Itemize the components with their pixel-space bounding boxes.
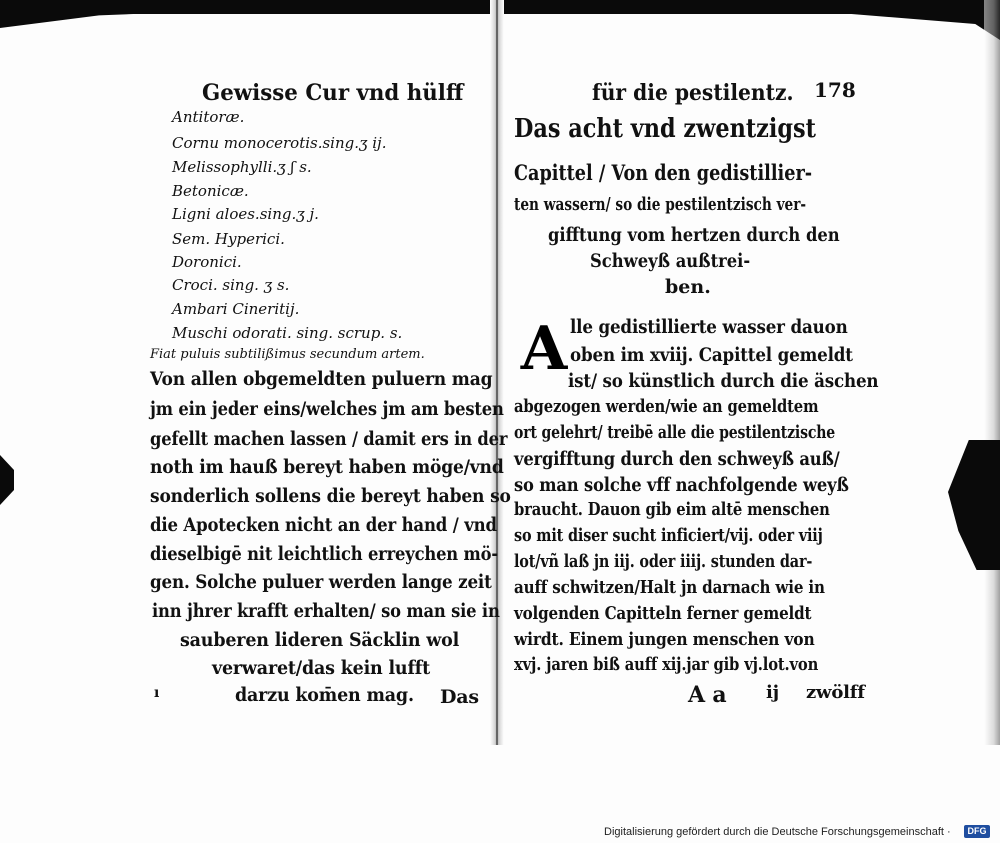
ingredient-line: Antitoræ. bbox=[172, 108, 245, 126]
body-line: sauberen lideren Säcklin wol bbox=[180, 629, 460, 651]
body-line: xvj. jaren biß auff xij.jar gib vj.lot.von bbox=[514, 654, 819, 675]
body-line: abgezogen werden/wie an gemeldtem bbox=[514, 396, 819, 417]
body-line: inn jhrer krafft erhalten/ so man sie in bbox=[152, 600, 500, 622]
body-line: Von allen obgemeldten puluern mag bbox=[150, 368, 493, 390]
body-line: ist/ so künstlich durch die äschen bbox=[568, 370, 879, 392]
digitization-credit: Digitalisierung gefördert durch die Deutsche Forschungsgemeinschaft · bbox=[604, 826, 951, 838]
page-edge-right bbox=[984, 0, 1000, 745]
body-line: braucht. Dauon gib eim altē menschen bbox=[514, 499, 830, 520]
signature-number: ij bbox=[766, 682, 779, 703]
body-line: noth im hauß bereyt haben möge/vnd bbox=[150, 456, 504, 478]
body-line: wirdt. Einem jungen menschen von bbox=[514, 629, 815, 650]
body-line: oben im xviij. Capittel gemeldt bbox=[570, 344, 853, 366]
catchword-left: Das bbox=[440, 686, 479, 708]
decorated-initial: A bbox=[520, 314, 568, 384]
ingredient-line: Muschi odorati. sing. scrup. s. bbox=[172, 324, 403, 342]
body-line: lot/vñ laß jn iij. oder iiij. stunden dar- bbox=[514, 551, 813, 572]
ingredient-line: Sem. Hyperici. bbox=[172, 230, 285, 248]
body-line: so mit diser sucht inficiert/vij. oder viij bbox=[514, 525, 823, 546]
body-line: so man solche vff nachfolgende weyß bbox=[514, 474, 849, 496]
ingredient-line: Doronici. bbox=[172, 253, 242, 271]
catchword-right: zwölff bbox=[806, 682, 865, 703]
body-line: gen. Solche puluer werden lange zeit bbox=[150, 571, 492, 593]
chapter-title-line: Schweyß außtrei- bbox=[590, 250, 751, 272]
running-head-left: Gewisse Cur vnd hülff bbox=[202, 80, 464, 106]
body-line: gefellt machen lassen / damit ers in der bbox=[150, 428, 508, 450]
chapter-title-line: gifftung vom hertzen durch den bbox=[548, 224, 840, 246]
ingredient-line: Croci. sing. ʒ s. bbox=[172, 276, 290, 294]
ingredient-line: Ambari Cineritij. bbox=[172, 300, 300, 318]
dfg-logo: DFG bbox=[964, 825, 990, 838]
body-line: dieselbigē nit leichtlich erreychen mö- bbox=[150, 543, 498, 565]
body-line: verwaret/das kein lufft bbox=[212, 657, 431, 679]
fiat-line: Fiat puluis subtilißimus secundum artem. bbox=[150, 347, 425, 362]
ingredient-line: Cornu monocerotis.sing.ʒ ij. bbox=[172, 134, 387, 152]
body-line: lle gedistillierte wasser dauon bbox=[570, 316, 848, 338]
signature-mark: A a bbox=[688, 682, 727, 708]
chapter-title-line: ten wassern/ so die pestilentzisch ver- bbox=[514, 194, 807, 215]
body-line: volgenden Capitteln ferner gemeldt bbox=[514, 603, 812, 624]
body-line: vergifftung durch den schweyß auß/ bbox=[514, 448, 840, 470]
ingredient-line: Melissophylli.ʒ ʃ s. bbox=[172, 158, 312, 176]
chapter-title-line: ben. bbox=[665, 276, 711, 298]
chapter-title-line: Capittel / Von den gedistillier- bbox=[514, 160, 813, 185]
ingredient-line: Betonicæ. bbox=[172, 182, 249, 200]
body-line: ort gelehrt/ treibē alle die pestilentzische bbox=[514, 422, 836, 443]
running-head-right: für die pestilentz. bbox=[592, 80, 794, 106]
body-line: darzu kom̄en mag. bbox=[235, 684, 414, 706]
body-line: die Apotecken nicht an der hand / vnd bbox=[150, 514, 497, 536]
body-line: auff schwitzen/Halt jn darnach wie in bbox=[514, 577, 825, 598]
body-line: jm ein jeder eins/welches jm am besten bbox=[150, 398, 504, 420]
chapter-title-line: Das acht vnd zwentzigst bbox=[514, 114, 816, 144]
folio-number: 178 bbox=[814, 78, 856, 102]
ingredient-line: Ligni aloes.sing.ʒ j. bbox=[172, 205, 319, 223]
page-mark: ı bbox=[154, 685, 160, 701]
body-line: sonderlich sollens die bereyt haben so bbox=[150, 485, 511, 507]
